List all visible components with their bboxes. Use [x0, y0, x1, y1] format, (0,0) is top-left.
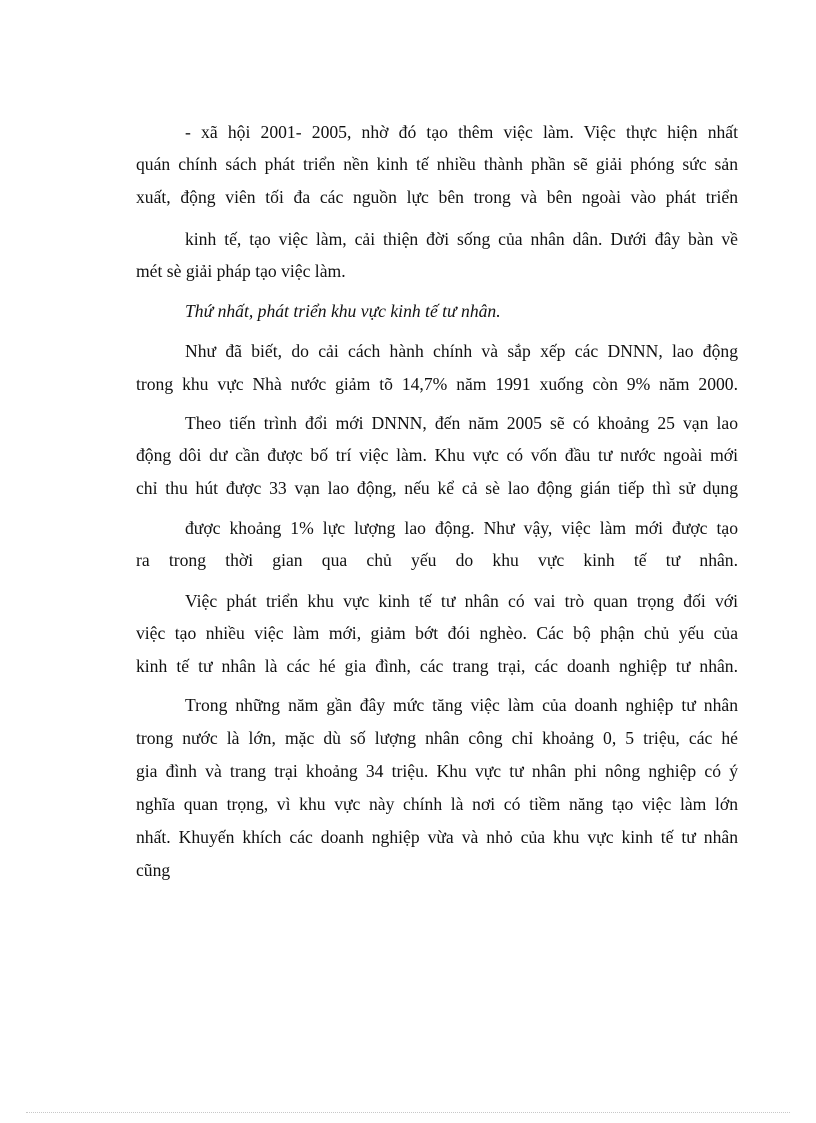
text-line: chỉ thu hút được 33 vạn lao động, nếu kể cả sè lao động gián tiếp thì sử dụng — [136, 478, 738, 498]
text-line: nghĩa quan trọng, vì khu vực này chính là nơi có tiềm năng tạo việc làm lớn — [136, 794, 738, 814]
text-line: xuất, động viên tối đa các nguồn lực bên trong và bên ngoài vào phát triển — [136, 187, 738, 207]
page-bottom-rule — [26, 1112, 790, 1113]
text-line: cũng — [136, 860, 171, 880]
text-line: - xã hội 2001- 2005, nhờ đó tạo thêm việc làm. Việc thực hiện nhất — [185, 122, 738, 142]
text-line: Theo tiến trình đổi mới DNNN, đến năm 2005 sẽ có khoảng 25 vạn lao — [185, 413, 738, 433]
text-line: ra trong thời gian qua chủ yếu do khu vực kinh tế tư nhân. — [136, 550, 738, 570]
text-line: được khoảng 1% lực lượng lao động. Như vậy, việc làm mới được tạo — [185, 518, 738, 538]
text-line: việc tạo nhiều việc làm mới, giảm bớt đói nghèo. Các bộ phận chủ yếu của — [136, 623, 738, 643]
text-line: quán chính sách phát triển nền kinh tế nhiều thành phần sẽ giải phóng sức sản — [136, 154, 738, 174]
text-line: kinh tế tư nhân là các hé gia đình, các trang trại, các doanh nghiệp tư nhân. — [136, 656, 738, 676]
section-heading: Thứ nhất, phát triển khu vực kinh tế tư nhân. — [185, 301, 501, 321]
text-line: trong khu vực Nhà nước giảm tõ 14,7% năm 1991 xuống còn 9% năm 2000. — [136, 374, 738, 394]
text-line: nhất. Khuyến khích các doanh nghiệp vừa và nhỏ của khu vực kinh tế tư nhân — [136, 827, 738, 847]
text-line: Trong những năm gần đây mức tăng việc làm của doanh nghiệp tư nhân — [185, 695, 738, 715]
text-line: gia đình và trang trại khoảng 34 triệu. Khu vực tư nhân phi nông nghiệp có ý — [136, 761, 738, 781]
text-line: Như đã biết, do cải cách hành chính và sắp xếp các DNNN, lao động — [185, 341, 738, 361]
text-line: Việc phát triển khu vực kinh tế tư nhân có vai trò quan trọng đối với — [185, 591, 738, 611]
text-line: kinh tế, tạo việc làm, cải thiện đời sống của nhân dân. Dưới đây bàn về — [185, 229, 738, 249]
text-line: động dôi dư cần được bố trí việc làm. Khu vực có vốn đầu tư nước ngoài mới — [136, 445, 738, 465]
text-line: trong nước là lớn, mặc dù số lượng nhân công chỉ khoảng 0, 5 triệu, các hé — [136, 728, 738, 748]
text-line: mét sè giải pháp tạo việc làm. — [136, 261, 346, 281]
